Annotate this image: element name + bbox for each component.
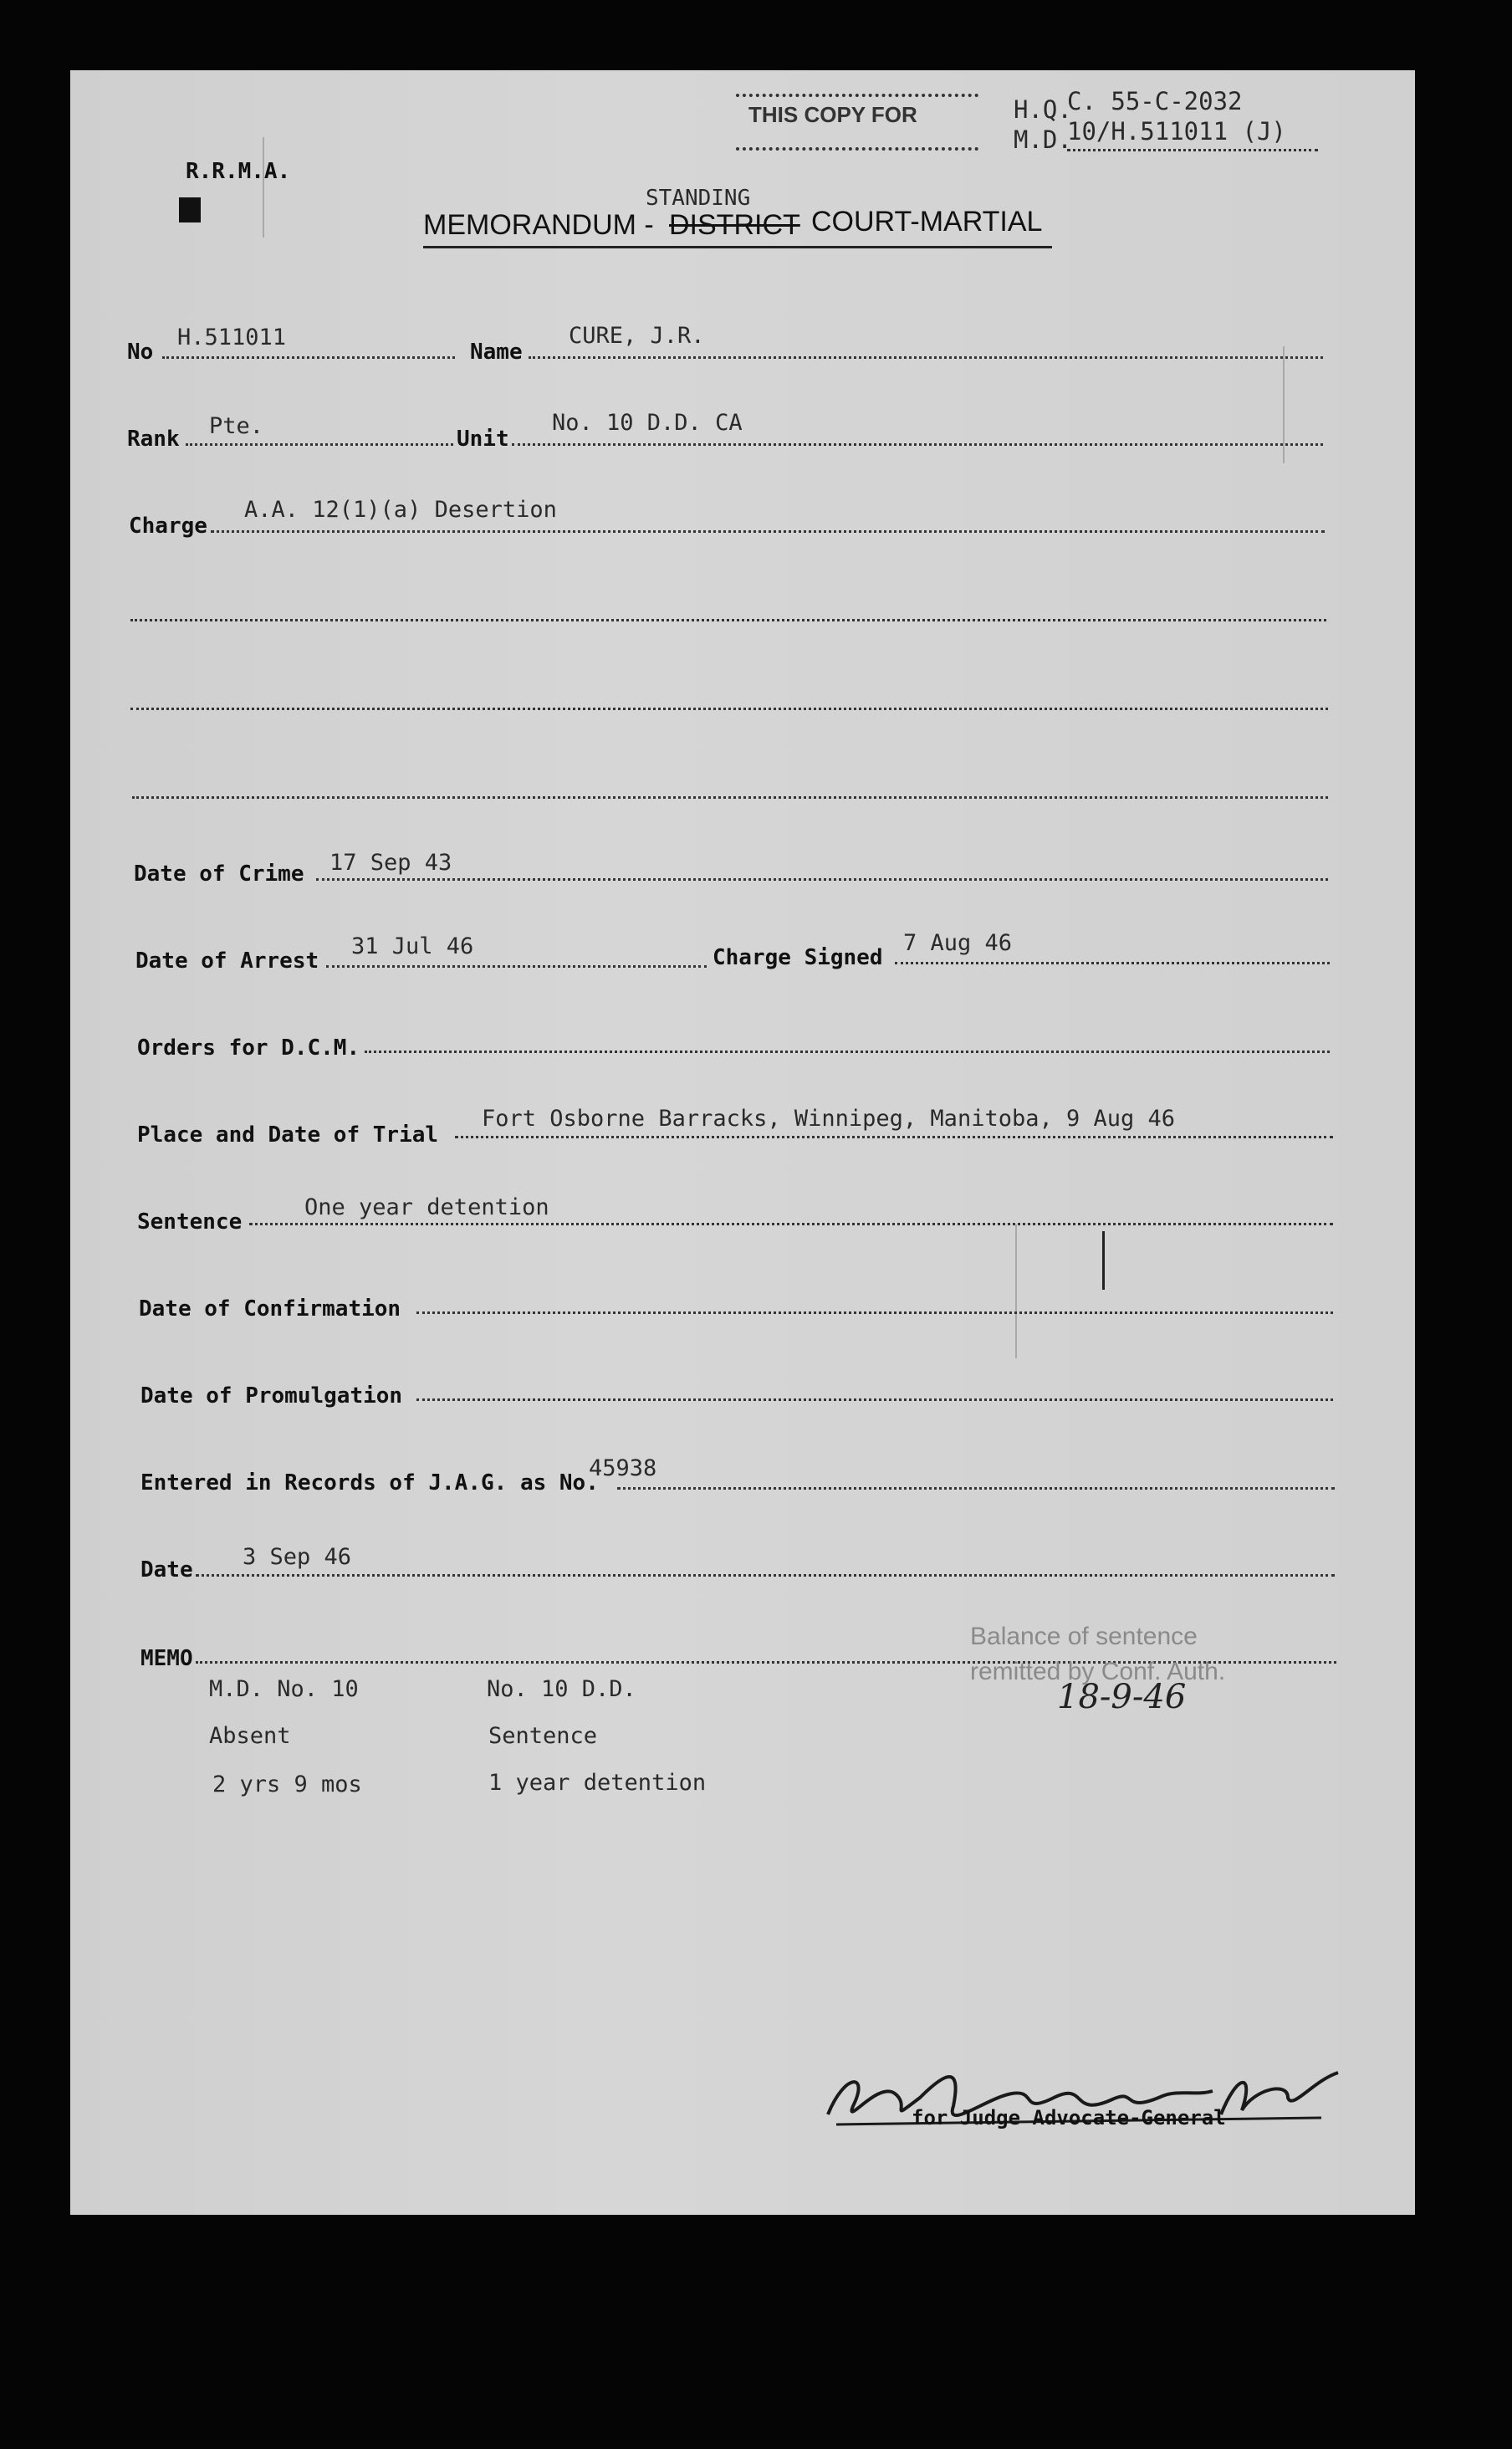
confirmation-label: Date of Confirmation xyxy=(139,1296,401,1322)
memo-sentence-value: 1 year detention xyxy=(488,1770,707,1796)
service-number: H.511011 xyxy=(177,325,287,350)
jag-number: 45938 xyxy=(589,1455,657,1481)
hq-label: H.Q. xyxy=(1014,95,1072,124)
promulgation-line xyxy=(416,1398,1333,1401)
memo-md-number: M.D. No. 10 xyxy=(209,1676,359,1702)
sentence-value: One year detention xyxy=(304,1194,549,1220)
charge-line-2 xyxy=(130,619,1326,621)
memo-absent-label: Absent xyxy=(209,1723,291,1749)
md-label: M.D. xyxy=(1014,125,1072,154)
trial-line xyxy=(455,1136,1333,1138)
remission-stamp-line-2: remitted by Conf. Auth. xyxy=(970,1658,1226,1685)
punch-mark xyxy=(179,197,201,222)
arrest-line xyxy=(326,965,707,968)
sentence-line xyxy=(249,1223,1333,1225)
md-underline xyxy=(1067,149,1318,151)
date-value: 3 Sep 46 xyxy=(243,1544,352,1570)
signature-caption: for Judge Advocate-General xyxy=(912,2106,1226,2129)
scan-scratch xyxy=(1015,1224,1017,1358)
no-line xyxy=(162,356,455,359)
charge-signed-value: 7 Aug 46 xyxy=(903,930,1013,956)
rank-line xyxy=(186,443,453,446)
ink-mark xyxy=(1102,1231,1105,1290)
memo-label: MEMO xyxy=(140,1646,193,1671)
unit-value: No. 10 D.D. CA xyxy=(552,410,743,436)
handwritten-date: 18-9-46 xyxy=(1057,1678,1187,1716)
md-reference: 10/H.511011 (J) xyxy=(1067,117,1286,146)
name-label: Name xyxy=(470,340,523,365)
charge-line-3 xyxy=(130,708,1328,710)
charge-line xyxy=(211,530,1325,533)
unit-label: Unit xyxy=(457,427,509,452)
unit-line xyxy=(512,443,1323,446)
charge-value: A.A. 12(1)(a) Desertion xyxy=(244,497,557,523)
jag-label: Entered in Records of J.A.G. as No. xyxy=(140,1470,599,1495)
name-line xyxy=(529,356,1323,359)
date-of-arrest-value: 31 Jul 46 xyxy=(351,933,474,959)
title-struck-district: DISTRICT xyxy=(669,209,800,241)
orders-dcm-label: Orders for D.C.M. xyxy=(137,1035,360,1061)
date-of-crime-value: 17 Sep 43 xyxy=(329,850,452,876)
memo-sentence-label: Sentence xyxy=(488,1723,598,1749)
crime-line xyxy=(316,878,1328,881)
date-of-arrest-label: Date of Arrest xyxy=(135,948,319,974)
charge-line-4 xyxy=(132,796,1328,799)
date-of-crime-label: Date of Crime xyxy=(134,861,304,887)
promulgation-label: Date of Promulgation xyxy=(140,1383,403,1409)
sentence-label: Sentence xyxy=(137,1209,243,1235)
soldier-name: CURE, J.R. xyxy=(569,323,705,349)
charge-signed-label: Charge Signed xyxy=(713,945,883,970)
trial-label: Place and Date of Trial xyxy=(137,1122,439,1148)
scan-scratch xyxy=(1283,346,1285,463)
rank-value: Pte. xyxy=(209,413,264,439)
rank-label: Rank xyxy=(127,427,180,452)
date-label: Date xyxy=(140,1557,193,1582)
confirmation-line xyxy=(416,1311,1333,1314)
copy-stamp: THIS COPY FOR xyxy=(748,102,917,127)
remission-stamp-line-1: Balance of sentence xyxy=(970,1623,1198,1650)
jag-line xyxy=(617,1487,1335,1490)
memo-absent-value: 2 yrs 9 mos xyxy=(212,1772,362,1797)
signed-line xyxy=(895,962,1330,964)
scan-scratch xyxy=(263,137,264,238)
title-memorandum: MEMORANDUM - xyxy=(423,209,654,241)
hq-reference: C. 55-C-2032 xyxy=(1067,87,1243,115)
charge-label: Charge xyxy=(129,514,207,539)
title-court-martial: COURT-MARTIAL xyxy=(811,206,1043,238)
title-underline xyxy=(423,246,1052,248)
standing-insert: STANDING xyxy=(646,186,751,211)
trial-value: Fort Osborne Barracks, Winnipeg, Manitoba, 9 Aug 46 xyxy=(482,1106,1176,1132)
top-left-code: R.R.M.A. xyxy=(186,159,291,184)
no-label: No xyxy=(127,340,154,365)
date-line xyxy=(196,1574,1335,1577)
dcm-line xyxy=(365,1051,1330,1053)
memo-unit: No. 10 D.D. xyxy=(487,1676,636,1702)
